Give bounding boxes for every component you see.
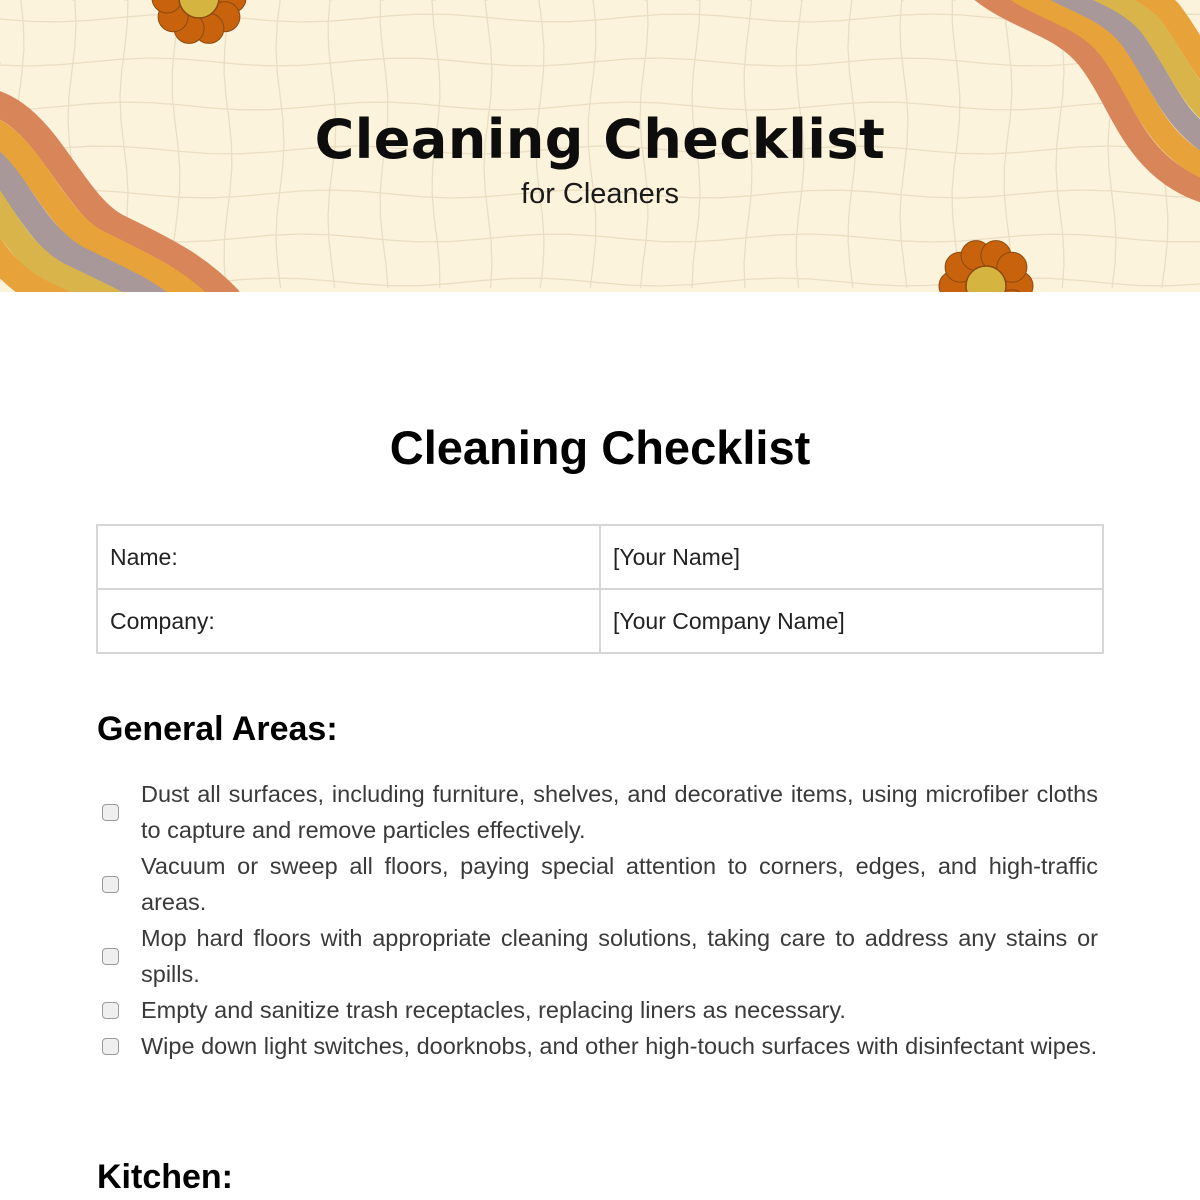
company-label: Company: [97,589,600,653]
table-row [97,525,1103,589]
checkbox[interactable] [102,876,119,893]
checkbox[interactable] [102,1038,119,1055]
info-table [96,524,1104,654]
name-value[interactable]: [Your Name] [600,525,1103,589]
checklist-item-text: Empty and sanitize trash receptacles, replacing liners as necessary. [141,997,846,1023]
flower-icon [152,0,246,43]
checklist-item-text: Wipe down light switches, doorknobs, and other high-touch surfaces with disinfectant wipes. [141,1033,1098,1059]
section-heading-kitchen: Kitchen: [97,1158,233,1196]
banner-title: Cleaning Checklist [314,108,886,171]
checklist-general-areas [98,776,1098,1064]
checklist-item-text: Mop hard floors with appropriate cleaning solutions, taking care to address any stains or spills. [141,925,1098,987]
checklist-item-text: Vacuum or sweep all floors, paying special attention to corners, edges, and high-traffic areas. [141,853,1098,915]
header-banner [0,0,1200,292]
checklist-item [98,776,1098,848]
checklist-item [98,1028,1098,1064]
checklist-item [98,992,1098,1028]
table-row [97,589,1103,653]
document-title: Cleaning Checklist [389,421,811,474]
checklist-item-text: Dust all surfaces, including furniture, shelves, and decorative items, using microfiber cloths to capture and remove particles effectively. [141,781,1098,843]
checkbox[interactable] [102,948,119,965]
checklist-item [98,848,1098,920]
section-heading-general-areas: General Areas: [97,710,338,748]
flower-icon [939,241,1033,292]
checkbox[interactable] [102,1002,119,1019]
checkbox[interactable] [102,804,119,821]
name-label: Name: [97,525,600,589]
banner-subtitle: for Cleaners [521,178,679,210]
checklist-item [98,920,1098,992]
company-value[interactable]: [Your Company Name] [600,589,1103,653]
